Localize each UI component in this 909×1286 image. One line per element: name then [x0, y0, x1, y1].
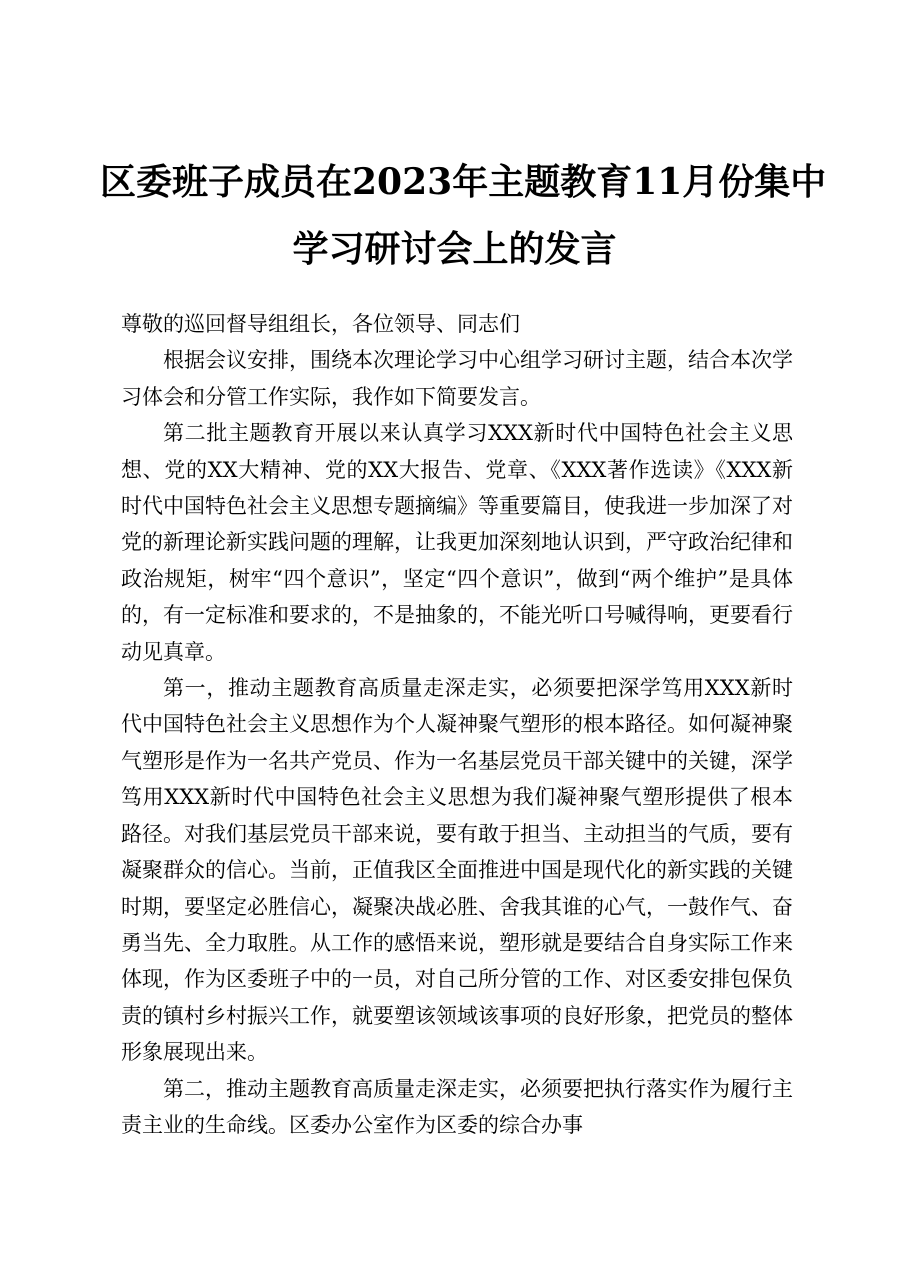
document-body: [121, 306, 793, 1143]
paragraph-point-two: 第二，推动主题教育高质量走深走实，必须要把执行落实作为履行主责主业的生命线。区委办公室作为区委的综合办事: [121, 1076, 793, 1137]
paragraph-intro: 根据会议安排，围绕本次理论学习中心组学习研讨主题，结合本次学习体会和分管工作实际，我作如下简要发言。: [121, 348, 793, 409]
document-title-line-2: 学习研讨会上的发言: [292, 228, 617, 270]
paragraph-point-one: 第一，推动主题教育高质量走深走实，必须要把深学笃用XXX新时代中国特色社会主义思想作为个人凝神聚气塑形的根本路径。如何凝神聚气塑形是作为一名共产党员、作为一名基层党员干部关键中的关键，深学笃用XXX新时代中国特色社会主义思想为我们凝神聚气塑形提供了根本路径。对我们基层党员干部来说，要有敢于担当、主动担当的气质，要有凝聚群众的信心。当前，正值我区全面推进中国是现代化的新实践的关键时期，要坚定必胜信心，凝聚决战必胜、舍我其谁的心气，一鼓作气、奋勇当先、全力取胜。从工作的感悟来说，塑形就是要结合自身实际工作来体现，作为区委班子中的一员，对自己所分管的工作、对区委安排包保负责的镇村乡村振兴工作，就要塑该领域该事项的良好形象，把党员的整体形象展现出来。: [121, 676, 793, 1065]
salutation: 尊敬的巡回督导组组长，各位领导、同志们: [121, 312, 520, 336]
document-title-line-1: 区委班子成员在2023年主题教育11月份集中: [100, 161, 827, 203]
paragraph-study-overview: 第二批主题教育开展以来认真学习XXX新时代中国特色社会主义思想、党的XX大精神、党的XX大报告、党章、《XXX著作选读》《XXX新时代中国特色社会主义思想专题摘编》等重要篇目，使我进一步加深了对党的新理论新实践问题的理解，让我更加深刻地认识到，严守政治纪律和政治规矩，树牢“四个意识”，坚定“四个意识”，做到“两个维护”是具体的，有一定标准和要求的，不是抽象的，不能光听口号喊得响，更要看行动见真章。: [121, 421, 793, 664]
